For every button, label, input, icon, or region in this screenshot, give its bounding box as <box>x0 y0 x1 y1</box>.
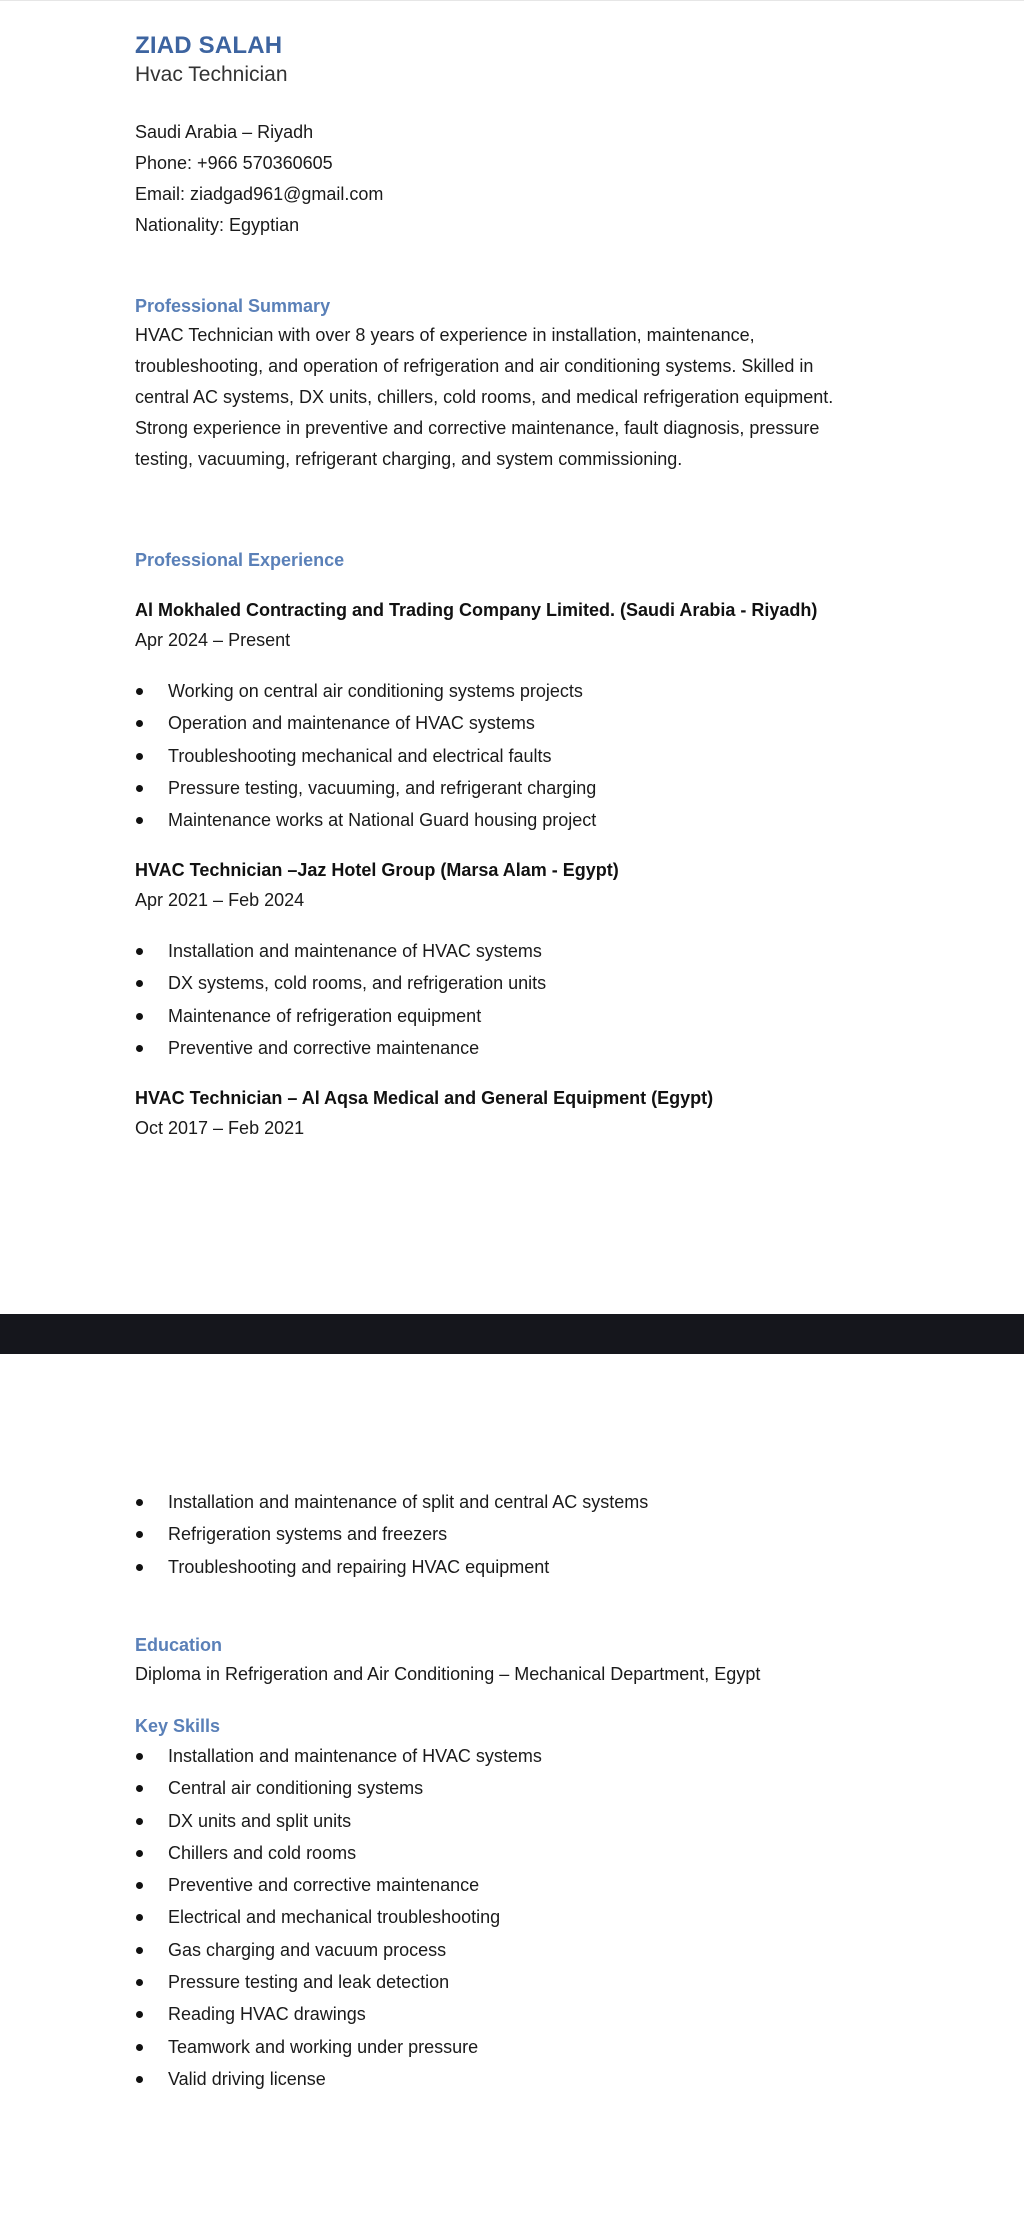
skills-section <box>135 1712 935 2095</box>
bullet-dot <box>136 1914 143 1921</box>
bullet-dot <box>136 1531 143 1538</box>
bullet-dot <box>136 2044 143 2051</box>
bullet-text: DX systems, cold rooms, and refrigeration units <box>168 973 547 994</box>
bullet-dot <box>136 948 143 955</box>
list-item <box>135 2063 935 2095</box>
list-item <box>135 1869 935 1901</box>
list-item <box>135 1966 935 1998</box>
job-dates: Apr 2021 – Feb 2024 <box>135 890 305 910</box>
list-item <box>135 740 935 772</box>
job-bullets <box>135 935 935 1064</box>
bullet-text: Working on central air conditioning systems projects <box>168 681 583 701</box>
list-item <box>135 1518 935 1550</box>
job-title: Al Mokhaled Contracting and Trading Company Limited. (Saudi Arabia - Riyadh) <box>135 600 818 620</box>
skill-text: Central air conditioning systems <box>168 1778 424 1799</box>
job-entry <box>135 595 935 656</box>
bullet-text: Refrigeration systems and freezers <box>168 1524 448 1545</box>
bullet-dot <box>136 1045 143 1052</box>
list-item <box>135 1032 935 1064</box>
skills-heading: Key Skills <box>135 1716 221 1736</box>
job-entry <box>135 1083 935 1144</box>
resume-page-2 <box>0 1354 1024 2218</box>
job-dates: Apr 2024 – Present <box>135 630 291 650</box>
bullet-dot <box>136 1882 143 1889</box>
job-bullets <box>135 1486 935 1583</box>
bullet-text: Operation and maintenance of HVAC systems <box>168 713 535 734</box>
bullet-dot <box>136 1785 143 1792</box>
skill-text: Electrical and mechanical troubleshooting <box>168 1907 501 1928</box>
contact-location: Saudi Arabia – Riyadh <box>135 122 314 142</box>
bullet-dot <box>136 1753 143 1760</box>
list-item <box>135 1901 935 1933</box>
resume-header <box>135 31 935 89</box>
bullet-text: Installation and maintenance of split and central AC systems <box>168 1492 649 1512</box>
summary-line: central AC systems, DX units, chillers, cold rooms, and medical refrigeration equipment. <box>135 387 834 407</box>
bullet-text: Maintenance works at National Guard housing project <box>168 810 597 831</box>
skill-text: Reading HVAC drawings <box>168 2004 366 2025</box>
education-section <box>135 1631 935 1690</box>
contact-info <box>135 117 935 241</box>
experience-heading: Professional Experience <box>135 550 345 570</box>
page-separator <box>0 1314 1024 1354</box>
skill-text: Installation and maintenance of HVAC systems <box>168 1746 542 1766</box>
bullet-text: Preventive and corrective maintenance <box>168 1037 480 1058</box>
list-item <box>135 967 935 999</box>
list-item <box>135 1934 935 1966</box>
job-title: HVAC Technician – Al Aqsa Medical and General Equipment (Egypt) <box>135 1088 714 1108</box>
summary-line: HVAC Technician with over 8 years of experience in installation, maintenance, <box>135 325 755 345</box>
bullet-dot <box>136 2011 143 2018</box>
skill-text: DX units and split units <box>168 1810 352 1831</box>
list-item <box>135 675 935 707</box>
list-item <box>135 935 935 967</box>
list-item <box>135 1740 935 1772</box>
skill-text: Valid driving license <box>168 2068 326 2089</box>
summary-heading: Professional Summary <box>135 296 331 316</box>
summary-line: troubleshooting, and operation of refrigeration and air conditioning systems. Skilled in <box>135 356 814 376</box>
bullet-dot <box>136 980 143 987</box>
list-item <box>135 707 935 739</box>
contact-nationality: Nationality: Egyptian <box>135 215 300 235</box>
summary-section <box>135 292 935 475</box>
bullet-dot <box>136 753 143 760</box>
list-item <box>135 1000 935 1032</box>
job-title: HVAC Technician –Jaz Hotel Group (Marsa Alam - Egypt) <box>135 860 619 880</box>
bullet-dot <box>136 1499 143 1506</box>
list-item <box>135 804 935 836</box>
bullet-dot <box>136 1947 143 1954</box>
list-item <box>135 1837 935 1869</box>
bullet-dot <box>136 817 143 824</box>
education-heading: Education <box>135 1635 223 1655</box>
candidate-title: Hvac Technician <box>135 63 288 86</box>
skill-text: Teamwork and working under pressure <box>168 2036 479 2057</box>
summary-line: testing, vacuuming, refrigerant charging, and system commissioning. <box>135 449 683 469</box>
contact-phone: Phone: +966 570360605 <box>135 153 333 173</box>
job-bullets <box>135 675 935 836</box>
bullet-dot <box>136 2076 143 2083</box>
skill-text: Chillers and cold rooms <box>168 1842 357 1863</box>
skill-text: Pressure testing and leak detection <box>168 1972 450 1993</box>
skill-text: Gas charging and vacuum process <box>168 1939 447 1960</box>
bullet-dot <box>136 1850 143 1857</box>
bullet-dot <box>136 1564 143 1571</box>
bullet-text: Troubleshooting mechanical and electrical faults <box>168 745 552 766</box>
list-item <box>135 1998 935 2030</box>
list-item <box>135 772 935 804</box>
job-dates: Oct 2017 – Feb 2021 <box>135 1118 305 1138</box>
bullet-dot <box>136 720 143 727</box>
list-item <box>135 1551 935 1583</box>
bullet-text: Troubleshooting and repairing HVAC equipment <box>168 1556 550 1577</box>
summary-line: Strong experience in preventive and corrective maintenance, fault diagnosis, pressure <box>135 418 820 438</box>
list-item <box>135 2031 935 2063</box>
bullet-text: Installation and maintenance of HVAC systems <box>168 941 542 961</box>
bullet-dot <box>136 688 143 695</box>
list-item <box>135 1486 935 1518</box>
bullet-dot <box>136 1818 143 1825</box>
bullet-dot <box>136 785 143 792</box>
list-item <box>135 1772 935 1804</box>
candidate-name: ZIAD SALAH <box>135 32 283 59</box>
list-item <box>135 1805 935 1837</box>
contact-email: Email: ziadgad961@gmail.com <box>135 184 384 204</box>
bullet-dot <box>136 1979 143 1986</box>
experience-heading-block <box>135 546 935 574</box>
bullet-dot <box>136 1013 143 1020</box>
job-entry <box>135 855 935 916</box>
education-text: Diploma in Refrigeration and Air Conditioning – Mechanical Department, Egypt <box>135 1664 761 1684</box>
skill-text: Preventive and corrective maintenance <box>168 1875 480 1896</box>
bullet-text: Maintenance of refrigeration equipment <box>168 1005 482 1026</box>
bullet-text: Pressure testing, vacuuming, and refrigerant charging <box>168 777 597 798</box>
